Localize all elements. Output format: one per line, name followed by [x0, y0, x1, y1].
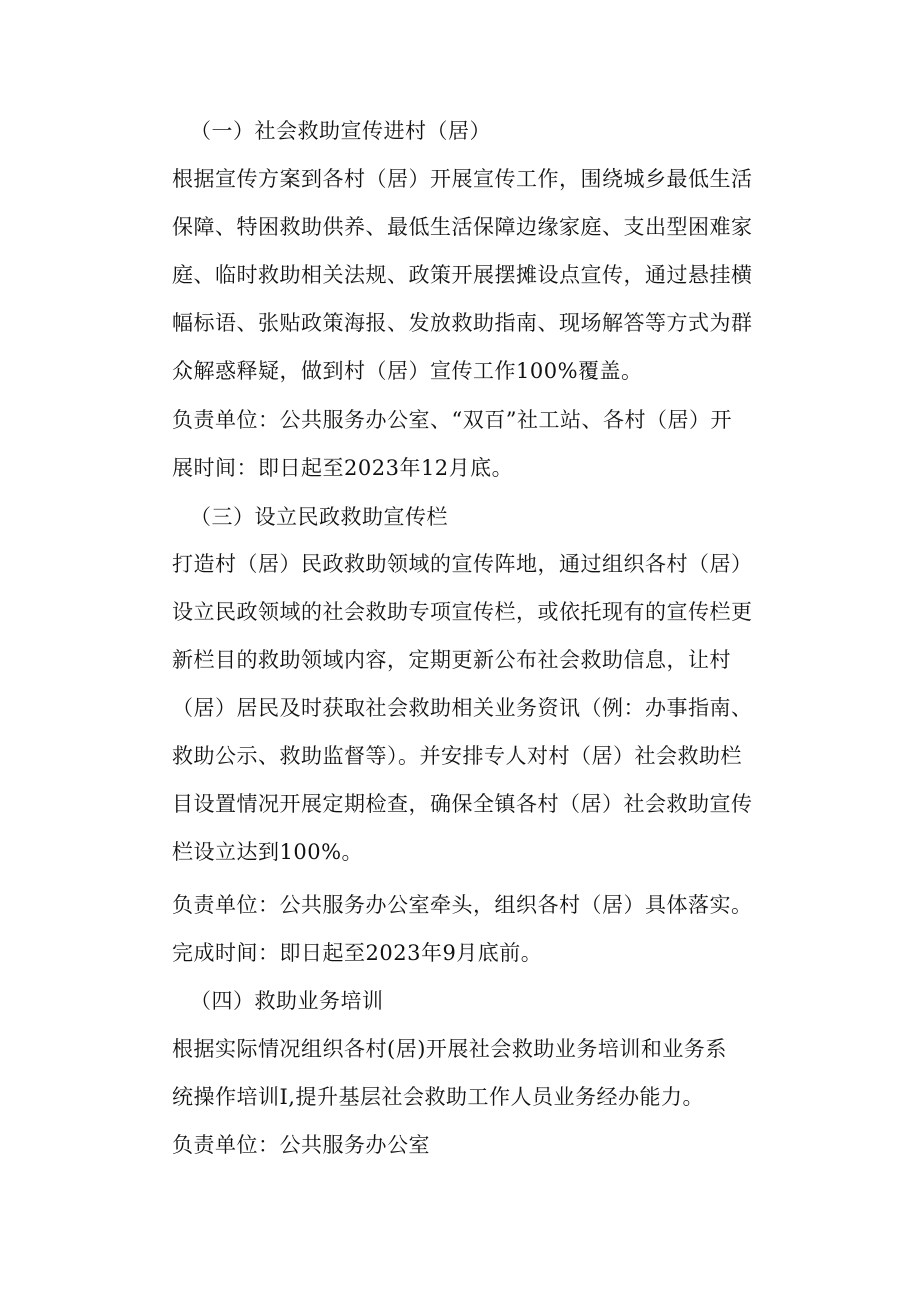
paragraph-line: 幅标语、张贴政策海报、发放救助指南、现场解答等方式为群 — [172, 311, 753, 335]
paragraph-line: 新栏目的救助领域内容，定期更新公布社会救助信息，让村 — [172, 648, 731, 672]
paragraph-line: 统操作培训I,提升基层社会救助工作人员业务经办能力。 — [172, 1085, 704, 1109]
paragraph-line: 设立民政领域的社会救助专项宣传栏，或依托现有的宣传栏更 — [172, 600, 753, 624]
paragraph-line: 庭、临时救助相关法规、政策开展摆摊设点宣传，通过悬挂横 — [172, 263, 753, 287]
paragraph-line: 保障、特困救助供养、最低生活保障边缘家庭、支出型困难家 — [172, 215, 753, 239]
section-one-heading: （一）社会救助宣传进村（居） — [190, 119, 491, 143]
paragraph-line: 目设置情况开展定期检查，确保全镇各村（居）社会救助宣传 — [172, 792, 753, 816]
timeframe-line: 展时间：即日起至2023年12月底。 — [172, 456, 514, 480]
section-three-heading: （三）设立民政救助宣传栏 — [190, 505, 448, 529]
deadline-line: 完成时间：即日起至2023年9月底前。 — [172, 941, 543, 965]
section-four-heading: （四）救助业务培训 — [190, 989, 384, 1013]
responsible-unit-line: 负责单位：公共服务办公室 — [172, 1133, 430, 1157]
paragraph-line: 根据宣传方案到各村（居）开展宣传工作，围绕城乡最低生活 — [172, 167, 753, 191]
responsible-unit-line: 负责单位：公共服务办公室牵头，组织各村（居）具体落实。 — [172, 893, 753, 917]
paragraph-line: 根据实际情况组织各村(居)开展社会救助业务培训和业务系 — [172, 1037, 727, 1061]
paragraph-line: 救助公示、救助监督等）。并安排专人对村（居）社会救助栏 — [172, 744, 742, 768]
paragraph-line: （居）居民及时获取社会救助相关业务资讯（例：办事指南、 — [172, 696, 753, 720]
paragraph-line: 栏设立达到100%。 — [172, 840, 364, 864]
paragraph-line: 打造村（居）民政救助领域的宣传阵地，通过组织各村（居） — [172, 552, 753, 576]
responsible-unit-line: 负责单位：公共服务办公室、“双百”社工站、各村（居）开 — [172, 408, 732, 432]
paragraph-line: 众解惑释疑，做到村（居）宣传工作100%覆盖。 — [172, 359, 643, 383]
